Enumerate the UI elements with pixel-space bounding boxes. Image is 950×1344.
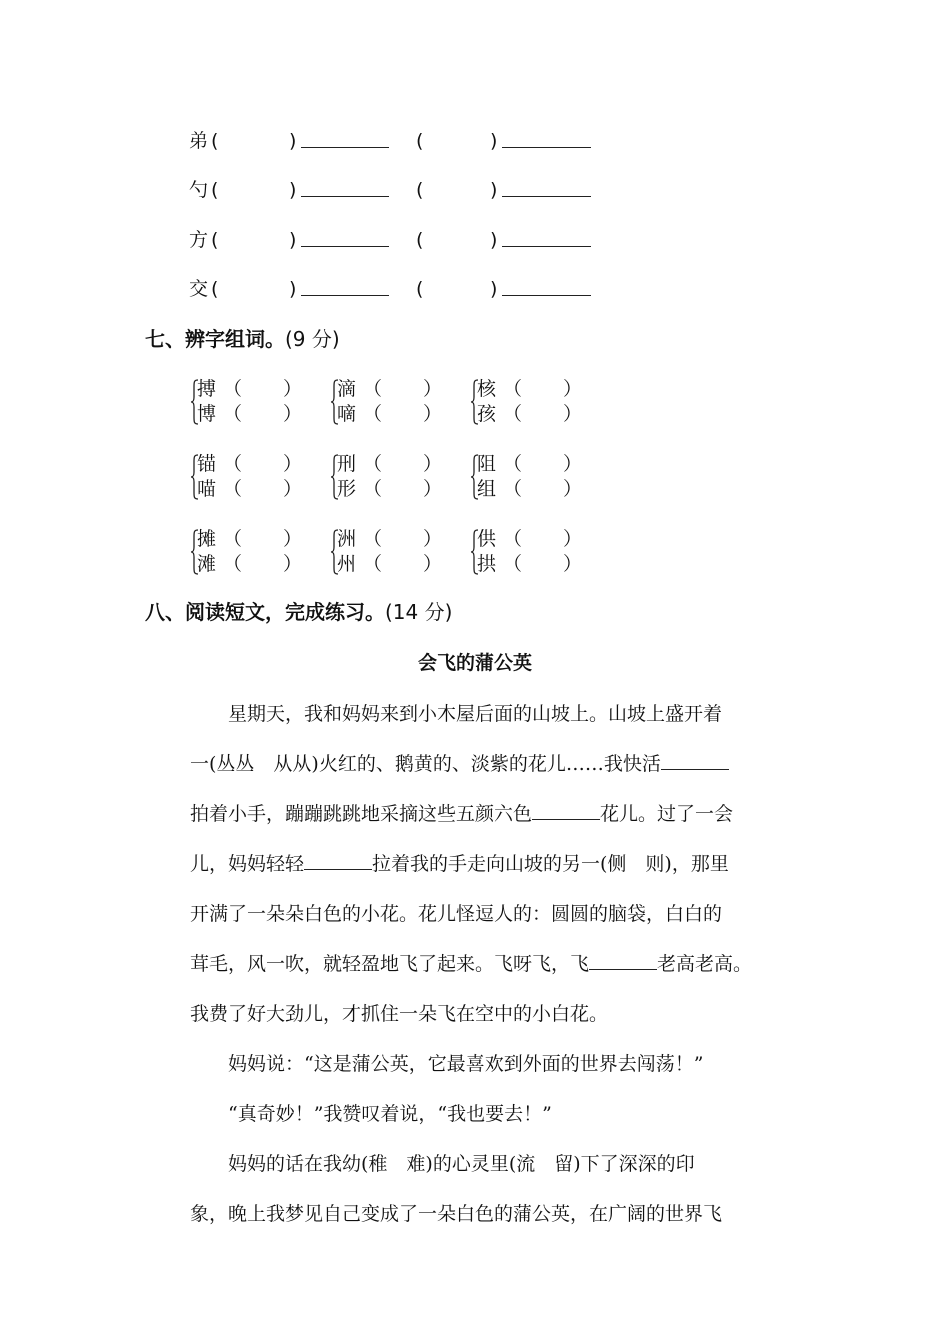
text-line: 我费了好大劲儿，才抓住一朵飞在空中的小白花。 <box>190 1003 609 1025</box>
paren-open: （ <box>363 478 383 500</box>
char-pair-line <box>197 376 303 402</box>
pair-char: 孩 <box>477 403 497 425</box>
story-paragraph-4 <box>190 1139 806 1239</box>
paren-close[interactable]: ） <box>563 403 583 425</box>
text-segment: 老高老高。 <box>657 953 753 975</box>
text-line: 开满了一朵朵白色的小花。花儿怪逗人的：圆圆的脑袋，白白的 <box>190 903 723 925</box>
answer-blank[interactable] <box>502 295 591 296</box>
paren-open: （ <box>363 453 383 475</box>
text-line: 妈妈的话在我幼(稚 难)的心灵里(流 留)下了深深的印 <box>228 1153 695 1175</box>
pair-char: 滴 <box>337 378 357 400</box>
pair-char: 博 <box>197 403 217 425</box>
paren-open: （ <box>363 403 383 425</box>
char-pair-line <box>337 476 443 502</box>
paren-close[interactable]: ） <box>283 378 303 400</box>
text-segment: 一(丛丛 从从)火红的、鹅黄的、淡紫的花儿……我快活 <box>190 753 661 775</box>
char-pair-line <box>477 401 583 427</box>
text-line: 妈妈说：“这是蒲公英，它最喜欢到外面的世界去闯荡！” <box>228 1053 704 1075</box>
answer-blank[interactable] <box>301 196 389 197</box>
text-segment: 儿，妈妈轻轻 <box>190 853 305 875</box>
char-pair-line <box>477 376 583 402</box>
text-segment: 花儿。过了一会 <box>600 803 734 825</box>
story-paragraph-2 <box>190 1039 806 1089</box>
text-line: “真奇妙！”我赞叹着说，“我也要去！” <box>228 1103 552 1125</box>
pair-char: 锚 <box>197 453 217 475</box>
paren-open: ( <box>211 229 219 251</box>
paren-close[interactable]: ） <box>423 453 443 475</box>
section-7-heading <box>145 324 340 354</box>
text-line: 星期天，我和妈妈来到小木屋后面的山坡上。山坡上盛开着 <box>228 703 723 725</box>
paren-open: （ <box>503 528 523 550</box>
pair-char: 洲 <box>337 528 357 550</box>
paren-open: ( <box>211 278 219 300</box>
paren-close[interactable]: ） <box>283 403 303 425</box>
story-paragraph-1 <box>190 689 806 1039</box>
paren-open: （ <box>503 478 523 500</box>
char-pair-line <box>197 401 303 427</box>
paren-close: ) <box>490 278 498 300</box>
char-pair-line <box>337 401 443 427</box>
pair-char: 刑 <box>337 453 357 475</box>
answer-blank[interactable] <box>661 768 729 770</box>
pair-char: 州 <box>337 553 357 575</box>
text-segment: 拉着我的手走向山坡的另一(侧 则)，那里 <box>372 853 729 875</box>
text-line: 象，晚上我梦见自己变成了一朵白色的蒲公英，在广阔的世界飞 <box>190 1203 723 1225</box>
paren-open: （ <box>363 378 383 400</box>
answer-blank[interactable] <box>502 196 591 197</box>
polyphone-char: 勺 <box>189 179 209 201</box>
paren-open: （ <box>363 553 383 575</box>
paren-close: ) <box>289 278 297 300</box>
char-pair-line <box>477 451 583 477</box>
polyphone-char: 弟 <box>189 130 209 152</box>
paren-open: （ <box>363 528 383 550</box>
paren-close[interactable]: ） <box>563 478 583 500</box>
polyphone-char: 交 <box>189 278 209 300</box>
char-pair-line <box>337 551 443 577</box>
pair-char: 滩 <box>197 553 217 575</box>
paren-open: （ <box>223 553 243 575</box>
section-8-score: (14 分) <box>385 600 453 624</box>
text-line <box>190 789 806 839</box>
char-pair-group <box>470 527 583 579</box>
text-segment: 茸毛，风一吹，就轻盈地飞了起来。飞呀飞，飞 <box>190 953 590 975</box>
pair-char: 搏 <box>197 378 217 400</box>
text-segment: 拍着小手，蹦蹦跳跳地采摘这些五颜六色 <box>190 803 533 825</box>
answer-blank[interactable] <box>301 147 389 148</box>
char-pair-line <box>197 451 303 477</box>
paren-close[interactable]: ） <box>423 553 443 575</box>
paren-close: ) <box>490 179 498 201</box>
paren-close[interactable]: ） <box>423 403 443 425</box>
pair-char: 阻 <box>477 453 497 475</box>
paren-open: ( <box>416 229 424 251</box>
polyphone-char: 方 <box>189 229 209 251</box>
paren-close[interactable]: ） <box>423 378 443 400</box>
answer-blank[interactable] <box>301 295 389 296</box>
text-line <box>190 839 806 889</box>
answer-blank[interactable] <box>301 246 389 247</box>
section-8-title: 八、阅读短文，完成练习。 <box>145 600 385 624</box>
paren-close[interactable]: ） <box>423 528 443 550</box>
answer-blank[interactable] <box>589 968 657 970</box>
answer-blank[interactable] <box>532 818 600 820</box>
answer-blank[interactable] <box>502 246 591 247</box>
char-pair-group <box>470 377 583 429</box>
paren-open: （ <box>503 553 523 575</box>
paren-open: （ <box>223 528 243 550</box>
paren-close[interactable]: ） <box>283 528 303 550</box>
paren-close: ) <box>490 229 498 251</box>
char-pair-line <box>337 451 443 477</box>
text-line <box>190 739 806 789</box>
paren-close[interactable]: ） <box>563 528 583 550</box>
pair-char: 形 <box>337 478 357 500</box>
text-line <box>190 939 806 989</box>
paren-open: （ <box>223 378 243 400</box>
char-pair-line <box>477 476 583 502</box>
paren-open: ( <box>211 130 219 152</box>
paren-close[interactable]: ） <box>283 453 303 475</box>
paren-close[interactable]: ） <box>563 453 583 475</box>
answer-blank[interactable] <box>502 147 591 148</box>
paren-open: （ <box>223 453 243 475</box>
pair-char: 喵 <box>197 478 217 500</box>
paren-close: ) <box>289 130 297 152</box>
char-pair-line <box>337 526 443 552</box>
paren-close[interactable]: ） <box>283 478 303 500</box>
char-pair-line <box>197 476 303 502</box>
char-pair-line <box>477 526 583 552</box>
paren-open: ( <box>211 179 219 201</box>
paren-close: ) <box>490 130 498 152</box>
section-7-title: 七、辨字组词。 <box>145 327 285 351</box>
paren-close: ) <box>289 179 297 201</box>
char-pair-line <box>197 551 303 577</box>
char-pair-group <box>330 527 443 579</box>
char-pair-group <box>330 377 443 429</box>
char-pair-line <box>337 376 443 402</box>
pair-char: 嘀 <box>337 403 357 425</box>
paren-open: （ <box>223 478 243 500</box>
char-pair-group <box>190 452 303 504</box>
paren-open: （ <box>503 378 523 400</box>
paren-open: ( <box>416 130 424 152</box>
char-pair-group <box>190 527 303 579</box>
paren-open: （ <box>223 403 243 425</box>
paren-close[interactable]: ） <box>563 378 583 400</box>
paren-open: ( <box>416 278 424 300</box>
pair-char: 摊 <box>197 528 217 550</box>
paren-open: （ <box>503 403 523 425</box>
char-pair-group <box>330 452 443 504</box>
pair-char: 拱 <box>477 553 497 575</box>
char-pair-group <box>190 377 303 429</box>
paren-open: ( <box>416 179 424 201</box>
paren-close[interactable]: ） <box>563 553 583 575</box>
paren-close[interactable]: ） <box>283 553 303 575</box>
story-title: 会飞的蒲公英 <box>417 652 532 674</box>
story-paragraph-3 <box>190 1089 806 1139</box>
paren-open: （ <box>503 453 523 475</box>
paren-close[interactable]: ） <box>423 478 443 500</box>
char-pair-group <box>470 452 583 504</box>
pair-char: 组 <box>477 478 497 500</box>
paren-close: ) <box>289 229 297 251</box>
section-8-heading <box>145 597 452 627</box>
pair-char: 核 <box>477 378 497 400</box>
char-pair-line <box>197 526 303 552</box>
section-7-score: (9 分) <box>285 327 340 351</box>
answer-blank[interactable] <box>304 868 372 870</box>
char-pair-line <box>477 551 583 577</box>
pair-char: 供 <box>477 528 497 550</box>
